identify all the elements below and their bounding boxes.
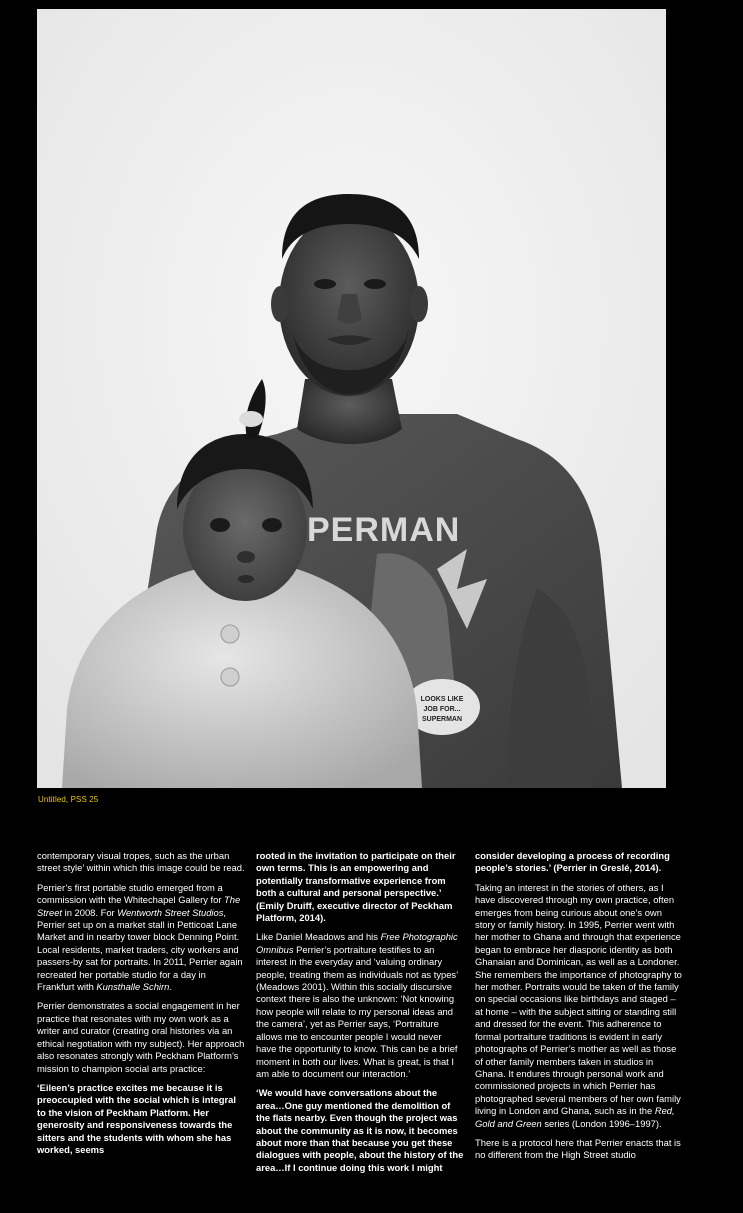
paragraph: Taking an interest in the stories of others, as I have discovered through my own practice, often emerges from being curious about one’s own story or family history. In 1995, Perrier went with her mother to Ghana and through that experience began to embrace her diasporic identity as both Ghanaian and Dominican, as well as a Londoner. She remembers the importance of photography to her mother. Portraits would be taken of the family on special occasions like birthdays and staged – at home – with the subject sitting or standing still and dressed for the event. This adherence to formal portraiture traditions is evident in early photographs of Perrier’s mother as well as those of other family members taken in studios in Ghana. It endures through personal work and commissioned projects in which Perrier has photographed several members of her own family living in London and Ghana, such as in the Red, Gold and Green series (London 1996–1997).: [475, 881, 682, 1129]
quote-paragraph: rooted in the invitation to participate on their own terms. This is an empowering and potentially transformative experience from both a cultural and personal perspective.’ (Emily Druiff, executive director of Peckham Platform, 2014).: [256, 850, 456, 924]
quote-paragraph: consider developing a process of recording people’s stories.’ (Perrier in Greslé, 2014).: [475, 850, 670, 874]
text-column-2: [256, 850, 464, 1181]
quote-paragraph: ‘Eileen’s practice excites me because it is preoccupied with the social which is integral to the vision of Peckham Platform. Her generosity and responsiveness towards the sitters and the students with whom she has worked, seems: [37, 1081, 236, 1155]
svg-text:SUPERMAN: SUPERMAN: [421, 716, 463, 723]
photo-caption: Untitled, PSS 25: [38, 795, 99, 804]
portrait-photograph: [37, 9, 666, 788]
text-column-3: [475, 850, 683, 1169]
text-column-1: [37, 850, 245, 1163]
paragraph: Perrier demonstrates a social engagement in her practice that resonates with my own work as a writer and curator (creating oral histories via an ethical negotiation with my subject). Her approach also resonates strongly with Peckham Platform’s mission to champion social arts practice:: [37, 1000, 245, 1074]
paragraph: contemporary visual tropes, such as the urban street style’ within which this image could be read.: [37, 850, 245, 874]
svg-text:LOOKS LIKE: LOOKS LIKE: [420, 696, 464, 703]
quote-paragraph: ‘We would have conversations about the area…One guy mentioned the demolition of the flats nearby. Even though the project was about the community as it is now, it becomes about more than that because you get these dialogues with people, about the history of the area…If I continue doing this work I might: [256, 1087, 464, 1173]
portrait-illustration: [37, 9, 666, 788]
paragraph: There is a protocol here that Perrier enacts that is no different from the High Street studio: [475, 1136, 681, 1161]
paragraph: Perrier’s first portable studio emerged from a commission with the Whitechapel Gallery for The Street in 2008. For Wentworth Street Studios, Perrier set up on a market stall in Petticoat Lane Market and in nearby tower block Denning Point. Local residents, market traders, city workers and passers-by sat for portraits. In 2011, Perrier again recreated her portable studio for a day in Frankfurt with Kunsthalle Schirn.: [37, 881, 243, 993]
svg-text:JOB FOR...: JOB FOR...: [423, 706, 461, 713]
paragraph: Like Daniel Meadows and his Free Photographic Omnibus Perrier’s portraiture testifies to an interest in the everyday and ‘valuing ordinary people, treating them as individuals not as types’ (Meadows 2001). Within this socially discursive context there is also the unknown: ‘Not knowing how people will relate to my personal ideas and the camera’, yet as Perrier says, ‘Portraiture allows me to encounter people I would never have the opportunity to know. This can be a brief moment in both our lives. What is great, is that I am able to document our interaction.’: [256, 931, 458, 1079]
shirt-print-text: PERMAN: [307, 511, 461, 549]
